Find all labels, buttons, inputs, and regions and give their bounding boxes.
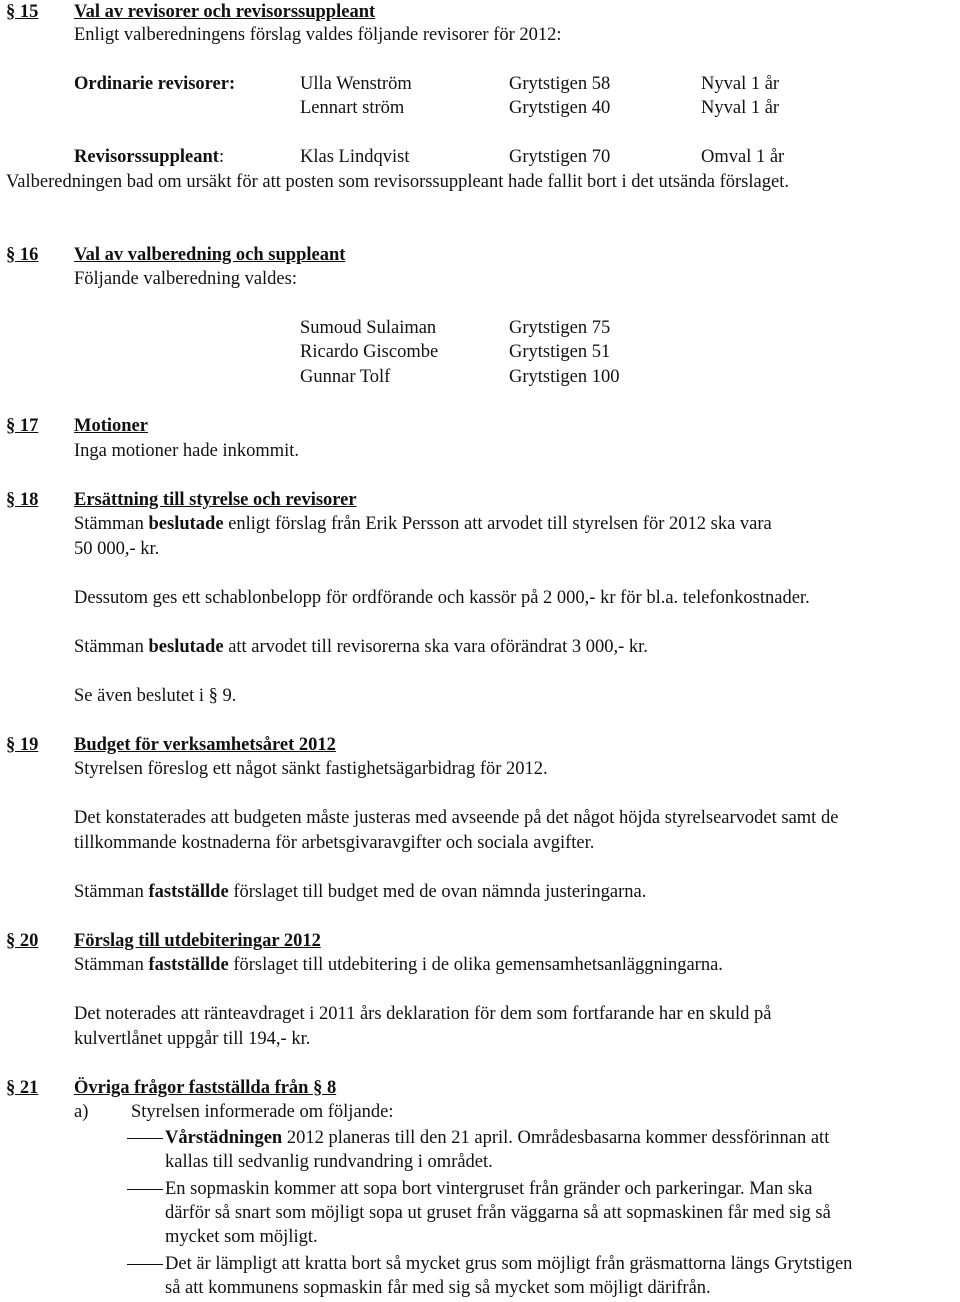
list-label: a) [74,1102,89,1122]
bullet-line: Vårstädningen 2012 planeras till den 21 april. Områdesbasarna kommer dessförinnan att [165,1128,830,1148]
member-address: Grytstigen 75 [509,318,611,338]
section-number-16: § 16 [6,245,39,265]
paragraph: kulvertlånet uppgår till 194,- kr. [74,1029,311,1049]
member-address: Grytstigen 51 [509,342,611,362]
section-number-21: § 21 [6,1078,39,1098]
member-name: Sumoud Sulaiman [300,318,437,338]
section-title-21: Övriga frågor fastställda från § 8 [74,1078,337,1098]
suppleant-address: Grytstigen 70 [509,147,611,167]
bullet-dash [127,1189,163,1190]
member-name: Ricardo Giscombe [300,342,439,362]
section-title-19: Budget för verksamhetsåret 2012 [74,735,336,755]
auditor-term: Nyval 1 år [701,98,780,118]
bullet-dash [127,1264,163,1265]
paragraph: Stämman fastställde förslaget till utdebitering i de olika gemensamhetsanläggningarna. [74,955,723,975]
member-address: Grytstigen 100 [509,367,620,387]
section-title-18: Ersättning till styrelse och revisorer [74,490,357,510]
bullet-line: En sopmaskin kommer att sopa bort vintergruset från gränder och parkeringar. Man ska [165,1179,813,1199]
auditor-name: Ulla Wenström [300,74,412,94]
suppleant-label: Revisorssuppleant: [74,147,225,167]
auditor-term: Nyval 1 år [701,74,780,94]
auditor-address: Grytstigen 40 [509,98,611,118]
apology-text: Valberedningen bad om ursäkt för att posten som revisorssuppleant hade fallit bort i det utsända förslaget. [6,172,789,192]
section-title-15: Val av revisorer och revisorssuppleant [74,2,376,22]
section-number-19: § 19 [6,735,39,755]
bullet-line: Det är lämpligt att kratta bort så mycket grus som möjligt från gräsmattorna längs Grytstigen [165,1254,853,1274]
paragraph: Dessutom ges ett schablonbelopp för ordförande och kassör på 2 000,- kr för bl.a. telefonkostnader. [74,588,810,608]
member-name: Gunnar Tolf [300,367,391,387]
section-text-17: Inga motioner hade inkommit. [74,441,300,461]
bullet-line: så att kommunens sopmaskin får med sig så mycket som möjligt därifrån. [165,1278,711,1298]
auditor-name: Lennart ström [300,98,405,118]
section-number-17: § 17 [6,416,39,436]
bullet-line: mycket som möjligt. [165,1227,318,1247]
list-text: Styrelsen informerade om följande: [131,1102,394,1122]
section-number-20: § 20 [6,931,39,951]
section-intro-15: Enligt valberedningens förslag valdes följande revisorer för 2012: [74,25,562,45]
ordinarie-label: Ordinarie revisorer: [74,74,236,94]
section-intro-16: Följande valberedning valdes: [74,269,297,289]
section-title-17: Motioner [74,416,148,436]
bullet-line: kallas till sedvanlig rundvandring i området. [165,1152,493,1172]
paragraph: 50 000,- kr. [74,539,160,559]
paragraph: Det konstaterades att budgeten måste justeras med avseende på det något höjda styrelsearvodet samt de [74,808,839,828]
section-title-16: Val av valberedning och suppleant [74,245,346,265]
paragraph: Styrelsen föreslog ett något sänkt fastighetsägarbidrag för 2012. [74,759,548,779]
paragraph: Stämman beslutade enligt förslag från Erik Persson att arvodet till styrelsen för 2012 ska vara [74,514,772,534]
paragraph: Stämman beslutade att arvodet till revisorerna ska vara oförändrat 3 000,- kr. [74,637,648,657]
bullet-line: därför så snart som möjligt sopa ut gruset från väggarna så att sopmaskinen får med sig så [165,1203,831,1223]
paragraph: Stämman fastställde förslaget till budget med de ovan nämnda justeringarna. [74,882,647,902]
section-title-20: Förslag till utdebiteringar 2012 [74,931,321,951]
paragraph: Se även beslutet i § 9. [74,686,237,706]
suppleant-term: Omval 1 år [701,147,785,167]
suppleant-name: Klas Lindqvist [300,147,410,167]
bullet-dash [127,1138,163,1139]
section-number-15: § 15 [6,2,39,22]
section-number-18: § 18 [6,490,39,510]
paragraph: Det noterades att ränteavdraget i 2011 års deklaration för dem som fortfarande har en skuld på [74,1004,772,1024]
auditor-address: Grytstigen 58 [509,74,611,94]
paragraph: tillkommande kostnaderna för arbetsgivaravgifter och sociala avgifter. [74,833,595,853]
